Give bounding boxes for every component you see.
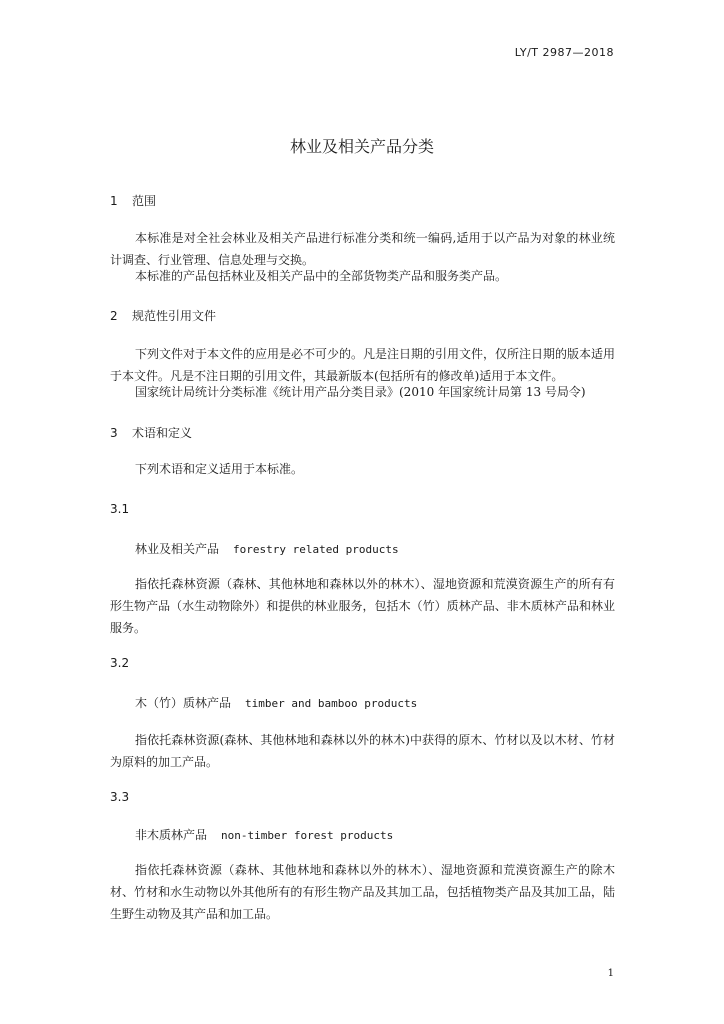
paragraph-scope-2: 本标准的产品包括林业及相关产品中的全部货物类产品和服务类产品。 [135,269,508,283]
term-number: 3.2 [110,656,130,670]
paragraph-scope-1: 本标准是对全社会林业及相关产品进行标准分类和统一编码,适用于以产品为对象的林业统计调查、行业管理、信息处理与交换。 [110,231,615,267]
standard-code: LY/T 2987—2018 [514,46,614,59]
term-number: 3.3 [110,790,130,804]
term-heading [135,694,417,711]
term-english: non-timber forest products [221,829,394,842]
paragraph-references-1: 下列文件对于本文件的应用是必不可少的。凡是注日期的引用文件，仅所注日期的版本适用于本文件。凡是不注日期的引用文件，其最新版本(包括所有的修改单)适用于本文件。 [110,347,616,383]
section-number: 2 [110,309,118,323]
term-heading [135,540,399,557]
section-heading-terms-definitions [110,424,192,441]
section-heading-scope [110,192,156,209]
term-chinese: 非木质林产品 [135,828,208,842]
term-number: 3.1 [110,502,130,516]
term-chinese: 木（竹）质林产品 [135,696,232,710]
term-definition: 指依托森林资源（森林、其他林地和森林以外的林木）、湿地资源和荒漠资源生产的所有有形生物产品（水生动物除外）和提供的林业服务，包括木（竹）质林产品、非木质林产品和林业服务。 [110,577,615,635]
paragraph-references-2: 国家统计局统计分类标准《统计用产品分类目录》(2010 年国家统计局第 13 号局令) [135,385,586,399]
term-definition: 指依托森林资源（森林、其他林地和森林以外的林木）、湿地资源和荒漠资源生产的除木材、竹材和水生动物以外其他所有的有形生物产品及其加工品，包括植物类产品及其加工品，陆生野生动物及其产品和加工品。 [110,863,615,921]
document-title: 林业及相关产品分类 [289,137,434,156]
term-chinese: 林业及相关产品 [135,542,220,556]
term-definition: 指依托森林资源(森林、其他林地和森林以外的林木)中获得的原木、竹材以及以木材、竹材为原料的加工产品。 [110,733,615,769]
term-english: timber and bamboo products [245,697,418,710]
paragraph-terms-intro: 下列术语和定义适用于本标准。 [135,462,304,476]
page-number: 1 [607,968,614,979]
section-title: 规范性引用文件 [132,309,217,323]
term-heading [135,826,393,843]
section-title: 术语和定义 [132,426,193,440]
section-number: 1 [110,194,118,208]
section-heading-normative-references [110,307,216,324]
section-title: 范围 [132,194,157,208]
section-number: 3 [110,426,118,440]
term-english: forestry related products [233,543,399,556]
